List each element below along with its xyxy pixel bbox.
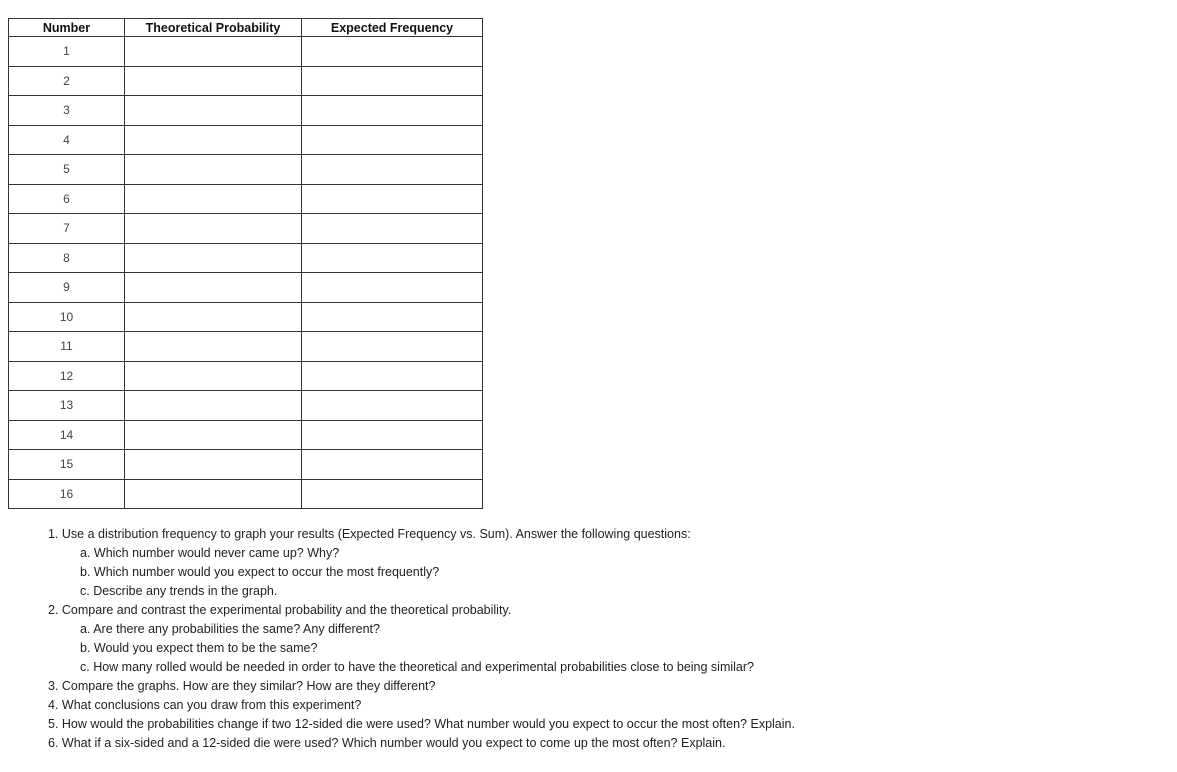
- theoretical-probability-cell[interactable]: [125, 214, 302, 244]
- header-theoretical-probability: Theoretical Probability: [125, 19, 302, 37]
- number-cell: 11: [9, 332, 125, 362]
- number-cell: 9: [9, 273, 125, 303]
- table-row: [9, 96, 483, 126]
- sub-question-item: a. Which number would never came up? Why?: [80, 546, 340, 560]
- theoretical-probability-cell[interactable]: [125, 243, 302, 273]
- table-row: [9, 37, 483, 67]
- table-row: [9, 391, 483, 421]
- expected-frequency-cell[interactable]: [302, 361, 483, 391]
- table-row: [9, 243, 483, 273]
- expected-frequency-cell[interactable]: [302, 479, 483, 509]
- theoretical-probability-cell[interactable]: [125, 332, 302, 362]
- table-row: [9, 184, 483, 214]
- expected-frequency-cell[interactable]: [302, 96, 483, 126]
- expected-frequency-cell[interactable]: [302, 184, 483, 214]
- expected-frequency-cell[interactable]: [302, 302, 483, 332]
- sub-question-item: b. Which number would you expect to occur the most frequently?: [80, 565, 440, 579]
- table-row: [9, 420, 483, 450]
- header-expected-frequency: Expected Frequency: [302, 19, 483, 37]
- theoretical-probability-cell[interactable]: [125, 66, 302, 96]
- expected-frequency-cell[interactable]: [302, 125, 483, 155]
- sub-question-item: c. Describe any trends in the graph.: [80, 584, 278, 598]
- expected-frequency-cell[interactable]: [302, 420, 483, 450]
- table-row: [9, 66, 483, 96]
- question-item: 5. How would the probabilities change if two 12-sided die were used? What number would you expect to occur the most often? Explain.: [48, 717, 795, 731]
- number-cell: 13: [9, 391, 125, 421]
- theoretical-probability-cell[interactable]: [125, 302, 302, 332]
- table-header-row: [9, 19, 483, 37]
- number-cell: 10: [9, 302, 125, 332]
- expected-frequency-cell[interactable]: [302, 66, 483, 96]
- number-cell: 3: [9, 96, 125, 126]
- table-row: [9, 214, 483, 244]
- table-row: [9, 155, 483, 185]
- question-item: 4. What conclusions can you draw from this experiment?: [48, 698, 362, 712]
- expected-frequency-cell[interactable]: [302, 391, 483, 421]
- theoretical-probability-cell[interactable]: [125, 155, 302, 185]
- theoretical-probability-cell[interactable]: [125, 479, 302, 509]
- expected-frequency-cell[interactable]: [302, 155, 483, 185]
- sub-question-item: c. How many rolled would be needed in order to have the theoretical and experimental probabilities close to being similar?: [80, 660, 754, 674]
- number-cell: 1: [9, 37, 125, 67]
- number-cell: 16: [9, 479, 125, 509]
- theoretical-probability-cell[interactable]: [125, 450, 302, 480]
- expected-frequency-cell[interactable]: [302, 243, 483, 273]
- theoretical-probability-cell[interactable]: [125, 391, 302, 421]
- table-row: [9, 332, 483, 362]
- probability-table: [8, 18, 483, 509]
- question-item: 3. Compare the graphs. How are they similar? How are they different?: [48, 679, 436, 693]
- number-cell: 8: [9, 243, 125, 273]
- number-cell: 6: [9, 184, 125, 214]
- theoretical-probability-cell[interactable]: [125, 37, 302, 67]
- theoretical-probability-cell[interactable]: [125, 125, 302, 155]
- sub-question-item: b. Would you expect them to be the same?: [80, 641, 318, 655]
- expected-frequency-cell[interactable]: [302, 37, 483, 67]
- number-cell: 5: [9, 155, 125, 185]
- theoretical-probability-cell[interactable]: [125, 273, 302, 303]
- question-item: 2. Compare and contrast the experimental probability and the theoretical probability.: [48, 603, 512, 617]
- theoretical-probability-cell[interactable]: [125, 184, 302, 214]
- expected-frequency-cell[interactable]: [302, 214, 483, 244]
- table-row: [9, 479, 483, 509]
- number-cell: 14: [9, 420, 125, 450]
- expected-frequency-cell[interactable]: [302, 332, 483, 362]
- question-item: 6. What if a six-sided and a 12-sided die were used? Which number would you expect to come up the most often? Explain.: [48, 736, 726, 750]
- number-cell: 12: [9, 361, 125, 391]
- number-cell: 15: [9, 450, 125, 480]
- theoretical-probability-cell[interactable]: [125, 361, 302, 391]
- question-item: 1. Use a distribution frequency to graph your results (Expected Frequency vs. Sum). Answer the following questions:: [48, 527, 691, 541]
- table-row: [9, 302, 483, 332]
- question-list: [48, 525, 1148, 753]
- number-cell: 2: [9, 66, 125, 96]
- header-number: Number: [9, 19, 125, 37]
- table-row: [9, 125, 483, 155]
- table-row: [9, 450, 483, 480]
- expected-frequency-cell[interactable]: [302, 273, 483, 303]
- table-row: [9, 361, 483, 391]
- expected-frequency-cell[interactable]: [302, 450, 483, 480]
- theoretical-probability-cell[interactable]: [125, 420, 302, 450]
- sub-question-item: a. Are there any probabilities the same? Any different?: [80, 622, 380, 636]
- table-body: [9, 37, 483, 509]
- number-cell: 7: [9, 214, 125, 244]
- theoretical-probability-cell[interactable]: [125, 96, 302, 126]
- table-row: [9, 273, 483, 303]
- number-cell: 4: [9, 125, 125, 155]
